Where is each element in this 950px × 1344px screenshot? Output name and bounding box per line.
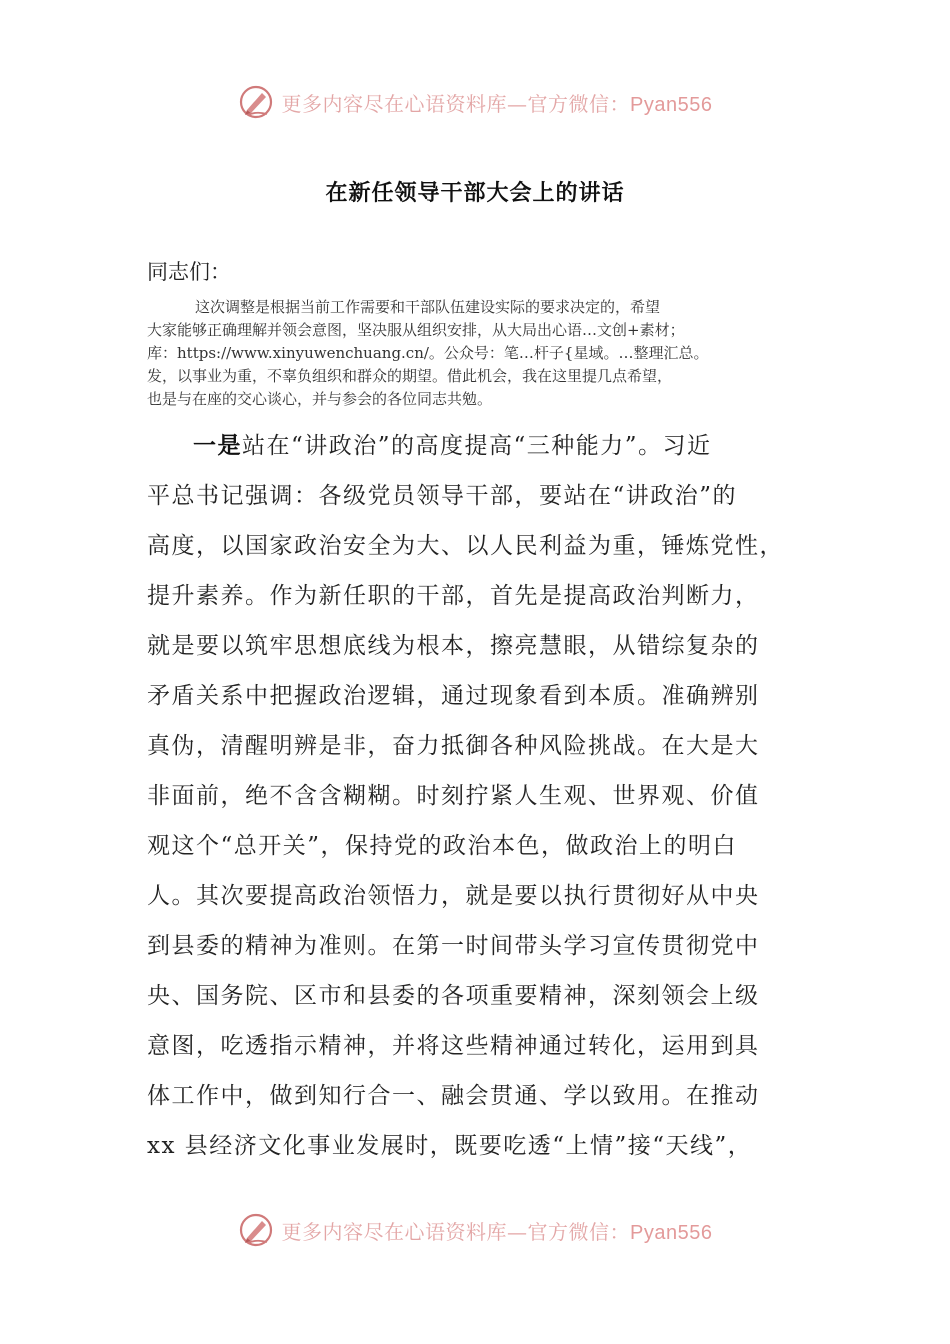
watermark-wechat-id: Pyan556 [630, 1221, 713, 1244]
body-line: 提升素养。作为新任职的干部，首先是提高政治判断力， [147, 583, 760, 609]
intro-line: 库：https://www.xinyuwenchuang.cn/。公众号：笔…杆子{星域。…整理汇总。 [147, 344, 709, 362]
body-line: xx 县经济文化事业发展时，既要吃透“上情”接“天线”， [147, 1133, 753, 1159]
body-paragraph [147, 421, 817, 1171]
body-line [147, 421, 817, 471]
document-title: 在新任领导干部大会上的讲话 [325, 181, 625, 206]
intro-paragraph [147, 296, 827, 411]
body-line: 观这个“总开关”，保持党的政治本色，做政治上的明白 [147, 833, 738, 859]
body-line: 到县委的精神为准则。在第一时间带头学习宣传贯彻党中 [147, 933, 760, 959]
body-line: 意图，吃透指示精神，并将这些精神通过转化，运用到具 [147, 1033, 760, 1059]
salutation: 同志们： [147, 260, 231, 284]
body-line: 人。其次要提高政治领悟力，就是要以执行贯彻好从中央 [147, 883, 760, 909]
pen-logo-icon [238, 84, 274, 120]
watermark-text: 更多内容尽在心语资料库—官方微信：Pyan556 [281, 91, 713, 116]
watermark-text: 更多内容尽在心语资料库—官方微信：Pyan556 [281, 1219, 713, 1244]
pen-logo-icon [238, 1212, 274, 1248]
intro-line: 这次调整是根据当前工作需要和干部队伍建设实际的要求决定的，希望 [195, 298, 661, 316]
intro-line: 也是与在座的交心谈心，并与参会的各位同志共勉。 [147, 390, 493, 408]
body-line: 非面前，绝不含含糊糊。时刻拧紧人生观、世界观、价值 [147, 783, 760, 809]
intro-line: 发，以事业为重，不辜负组织和群众的期望。借此机会，我在这里提几点希望， [147, 367, 673, 385]
watermark-wechat-id: Pyan556 [630, 93, 713, 116]
body-line: 真伪，清醒明辨是非，奋力抵御各种风险挑战。在大是大 [147, 733, 760, 759]
body-first-line-text: 站在“讲政治”的高度提高“三种能力”。习近 [242, 433, 712, 459]
header-watermark [0, 82, 950, 122]
intro-line: 大家能够正确理解并领会意图，坚决服从组织安排，从大局出心语…文创+素材； [147, 321, 685, 339]
body-line: 矛盾关系中把握政治逻辑，通过现象看到本质。准确辨别 [147, 683, 760, 709]
body-line: 平总书记强调：各级党员领导干部，要站在“讲政治”的 [147, 483, 738, 509]
body-line: 就是要以筑牢思想底线为根本，擦亮慧眼，从错综复杂的 [147, 633, 760, 659]
section-lead: 一是 [193, 432, 242, 459]
footer-watermark [0, 1210, 950, 1250]
body-line: 高度，以国家政治安全为大、以人民利益为重，锤炼党性， [147, 533, 784, 559]
body-line: 体工作中，做到知行合一、融会贯通、学以致用。在推动 [147, 1083, 760, 1109]
body-line: 央、国务院、区市和县委的各项重要精神，深刻领会上级 [147, 983, 760, 1009]
